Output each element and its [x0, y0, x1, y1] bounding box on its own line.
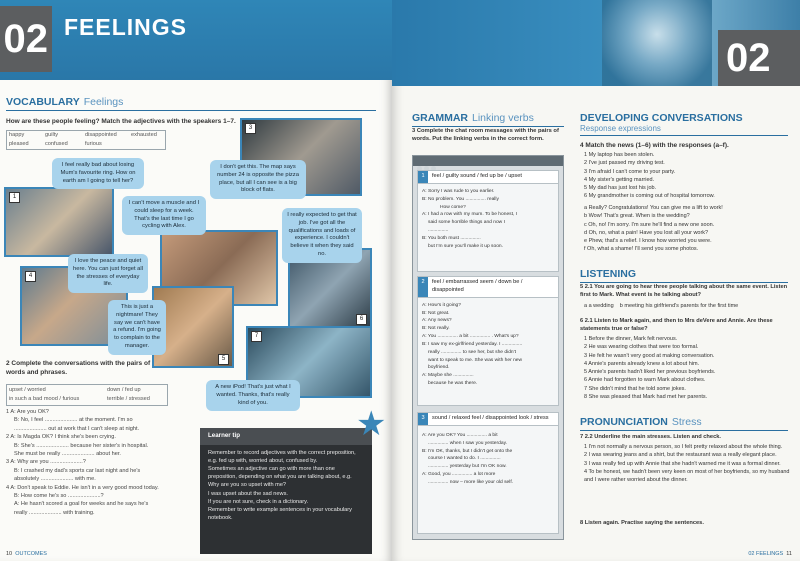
photo-4: 4	[20, 266, 128, 346]
tip-line: Sometimes an adjective can go with more than one preposition, depending on what you are talking about, e.g. Why are you so upset with me?	[208, 466, 352, 489]
statement-item: 6 Annie had forgotten to warn Mark about clothes.	[584, 377, 706, 384]
speech-bubble-7: A new iPod! That's just what I wanted. Thanks, that's really kind of you.	[206, 380, 300, 411]
pronunciation-item: 4 To be honest, we hadn't been very keen on most of her boyfriends, so my husband and I were rather worried about the dinner.	[584, 468, 790, 483]
speech-bubble-2: I can't move a muscle and I could sleep for a week. That's the last time I go cycling with Alex.	[122, 196, 206, 235]
pair-item: terrible / stressed	[107, 396, 150, 402]
pair-item: in such a bad mood / furious	[9, 396, 80, 402]
tip-line: I was upset about the sad news.	[208, 490, 288, 497]
word-item: disappointed	[85, 132, 117, 138]
response-item: d Oh, no, what a pain! Have you lost all your work?	[584, 229, 709, 236]
grammar-heading: GRAMMAR Linking verbs	[412, 112, 564, 127]
unit-number-right: 02	[718, 30, 800, 86]
chat-line: B: You both must ...............	[422, 235, 481, 241]
developing-instruction: 4 Match the news (1–6) with the responses (a–f).	[580, 142, 729, 149]
chat-line: A: Are you OK? You ............... a bit	[422, 432, 498, 438]
chat-line: A: You ............... a bit ............... . What's up?	[422, 334, 519, 340]
word-item: pleased	[9, 141, 29, 147]
exercise-line: B: How come he's so .....................?	[14, 492, 104, 499]
pronunciation-item: 2 I was wearing jeans and a shirt, but the restaurant was a really elegant place.	[584, 452, 777, 459]
speech-bubble-1: I feel really bad about losing Mum's favourite ring. How on earth am I going to tell her?	[52, 158, 144, 189]
chat-box-3: 3 sound / relaxed feel / disappointed look / stress A: Are you OK? You ............... a bit ............... when I saw you yesterday. B: I'm OK, thanks, but I didn't get onto the course I wanted to do. I ............... ............... yesterday but I'm OK now. A: Good, you ............... a lot more ............... now – more like your old self.	[417, 412, 559, 534]
exercise-line: 2 A: Is Magda OK? I think she's been crying.	[6, 434, 116, 441]
statement-item: 5 Annie's parents hadn't liked her previous boyfriends.	[584, 369, 716, 375]
news-item: 1 My laptop has been stolen.	[584, 152, 655, 158]
pronunciation-lines	[584, 443, 792, 484]
chat-line: B: No problem. You ............... really	[422, 196, 499, 202]
chat-box-2: 2 feel / embarrassed seem / down be / disappointed A: How's it going? B: Not great. A: Any news? B: Not really. A: You ............... a bit ............... . What's up? B: I saw my ex-girlfriend yesterday. I ............... really ............... to see her, but she didn't want to speak to me. She was with her new boyfriend. A: Maybe she ............... because he was there.	[417, 276, 559, 406]
grammar-instruction: 3 Complete the chat room messages with the pairs of words. Put the linking verbs in the correct form.	[412, 128, 559, 142]
exercise-line: B: No, I feel ..................... at the moment. I'm so	[14, 417, 133, 424]
news-item: 3 I'm afraid I can't come to your party.	[584, 168, 676, 175]
news-item: 5 My dad has just lost his job.	[584, 185, 657, 191]
speech-bubble-5: This is just a nightmare! They say we can't have a refund. I'm going to complain to the manager.	[108, 300, 166, 355]
chat-line: boyfriend.	[428, 365, 450, 371]
statement-item: 3 He felt he wasn't very good at making conversation.	[584, 352, 715, 359]
vocabulary-heading: VOCABULARY Feelings	[6, 96, 376, 111]
header-photo	[602, 0, 712, 86]
pronunciation-item: 1 I'm not normally a nervous person, so I felt pretty relaxed about the whole thing.	[584, 444, 783, 450]
chat-line: B: Not great.	[422, 310, 450, 316]
news-item: 2 I've just passed my driving test.	[584, 160, 665, 167]
responses-list	[584, 204, 794, 254]
speech-bubble-6: I really expected to get that job. I've got all the qualifications and loads of experience. I couldn't believe it when they said no.	[282, 208, 362, 263]
option-item: a a wedding	[584, 303, 614, 309]
statement-item: 8 She was pleased that Mark had met her parents.	[584, 393, 708, 400]
chat-line: A: Sorry I was rude to you earlier.	[422, 188, 495, 194]
exercise-line: really ..................... with training.	[14, 509, 95, 516]
photo-7: 7	[246, 326, 372, 398]
photo-6: 6	[288, 248, 372, 328]
exercise-2-lines	[6, 408, 196, 517]
pronunciation-q7: 7 2.2 Underline the main stresses. Listen and check.	[580, 434, 721, 440]
exercise-line: 1 A: Are you OK?	[6, 409, 49, 415]
unit-title: FEELINGS	[64, 14, 188, 40]
statements-list	[584, 335, 794, 401]
speech-bubble-3: I don't get this. The map says number 24 is opposite the pizza place, but all I can see is a big block of flats.	[210, 160, 306, 199]
right-page	[392, 0, 800, 561]
unit-number: 02	[0, 6, 52, 72]
chat-line: really ............... to see her, but she didn't	[428, 349, 516, 355]
pairs-box	[6, 384, 168, 406]
photo-1: 1	[4, 187, 114, 257]
response-item: a Really? Congratulations! You can give me a lift to work!	[584, 205, 723, 211]
chat-line: but I'm sure you'll make it up soon.	[428, 243, 503, 249]
pair-item: down / fed up	[107, 387, 141, 393]
exercise-line: 4 A: Don't speak to Eddie. He isn't in a very good mood today.	[6, 484, 159, 491]
word-item: confused	[45, 141, 68, 147]
speech-bubble-4: I love the peace and quiet here. You can just forget all the stresses of everyday life.	[68, 254, 148, 293]
chat-line: ............... yesterday but I'm OK now.	[428, 464, 507, 470]
exercise-line: absolutely ..................... with me.	[14, 476, 96, 483]
right-footer: 02 FEELINGS 11	[748, 551, 792, 557]
chat-line: because he was there.	[428, 381, 478, 387]
chat-line: A: Good, you ............... a lot more	[422, 472, 496, 478]
unit-header	[0, 0, 392, 80]
chat-line: course I wanted to do. I ...............	[428, 456, 501, 462]
learner-tip	[200, 428, 372, 554]
chat-line: said some horrible things and now I	[428, 220, 505, 226]
chat-window	[412, 155, 564, 540]
pronunciation-heading: PRONUNCIATION Stress	[580, 416, 788, 431]
word-item: happy	[9, 132, 25, 138]
pair-item: upset / worried	[9, 387, 46, 393]
chat-line: ...............	[428, 228, 449, 234]
pronunciation-item: 3 I was really fed up with Annie that she hadn't warned me it was a formal dinner.	[584, 460, 781, 467]
word-item: guilty	[45, 132, 59, 138]
learner-tip-title: Learner tip	[200, 428, 372, 445]
word-box	[6, 130, 166, 150]
q5-options	[584, 302, 794, 310]
vocabulary-instruction: How are these people feeling? Match the adjectives with the speakers 1–7.	[6, 118, 236, 125]
exercise-line: B: I crashed my dad's sports car last night and he's	[14, 467, 141, 474]
chat-line: A: Any news?	[422, 318, 452, 324]
tip-line: Remember to write example sentences in your vocabulary notebook.	[208, 506, 352, 521]
word-item: furious	[85, 141, 102, 147]
chat-box-1: 1 feel / guilty sound / fed up be / upset A: Sorry I was rude to you earlier. B: No problem. You ............... really How come? A: I had a row with my mum. To be honest, I said some horrible things and now I ............... B: You both must ............... but I'm sure you'll make it up soon.	[417, 170, 559, 272]
word-item: exhausted	[131, 132, 157, 138]
chat-line: How come?	[440, 204, 466, 210]
news-list	[584, 151, 794, 201]
news-item: 4 My sister's getting married.	[584, 176, 655, 183]
exercise-line: She must be really ..................... about her.	[14, 450, 121, 457]
exercise-line: ..................... out at work that I can't sleep at night.	[14, 425, 140, 432]
chat-line: A: Maybe she ...............	[422, 373, 474, 379]
chat-line: A: I had a row with my mum. To be honest, I	[422, 212, 518, 218]
statement-item: 2 He was wearing clothes that were too formal.	[584, 344, 699, 351]
chat-line: want to speak to me. She was with her new	[428, 357, 523, 363]
chat-line: B: Not really.	[422, 326, 450, 332]
statement-item: 4 Annie's parents already knew a lot about him.	[584, 360, 700, 367]
response-item: c Oh, no! I'm sorry. I'm sure he'll find a new one soon.	[584, 221, 715, 228]
chat-line: B: I'm OK, thanks, but I didn't get onto the	[422, 448, 513, 454]
exercise-line: A: He hasn't scored a goal for weeks and he says he's	[14, 501, 149, 508]
exercise-line: 3 A: Why are you .....................?	[6, 459, 86, 466]
right-header	[392, 0, 800, 86]
option-item: b meeting his girlfriend's parents for the first time	[619, 303, 739, 309]
photo-5: 5	[152, 286, 234, 368]
response-item: b Wow! That's great. When is the wedding?	[584, 213, 690, 220]
chat-line: ............... when I saw you yesterday.	[428, 440, 508, 446]
statement-item: 1 Before the dinner, Mark felt nervous.	[584, 336, 678, 342]
developing-heading: DEVELOPING CONVERSATIONS Response expressions	[580, 112, 788, 136]
exercise-line: B: She's ..................... because her sister's in hospital.	[14, 442, 149, 449]
star-icon: ★	[356, 405, 387, 443]
chat-line: A: How's it going?	[422, 302, 461, 308]
statement-item: 7 She didn't mind that he told some jokes.	[584, 385, 686, 392]
left-footer: 10 OUTCOMES	[6, 551, 47, 557]
listening-q5: 5 2.1 You are going to hear three people talking about the same event. Listen first to Mark. What event is he talking about?	[580, 284, 788, 298]
response-item: f Oh, what a shame! I'll send you some photos.	[584, 246, 699, 253]
listening-heading: LISTENING	[580, 268, 788, 283]
chat-line: ............... now – more like your old self.	[428, 479, 514, 485]
tip-line: If you are not sure, check in a dictionary.	[208, 498, 309, 505]
news-item: 6 My grandmother is coming out of hospital tomorrow.	[584, 193, 715, 200]
pronunciation-q8: 8 Listen again. Practise saying the sentences.	[580, 520, 704, 526]
left-page	[0, 0, 392, 561]
tip-line: Remember to record adjectives with the correct preposition, e.g. fed up with, worried about, confused by.	[208, 449, 356, 465]
response-item: e Phew, that's a relief. I know how worried you were.	[584, 238, 712, 244]
listening-q6: 6 2.1 Listen to Mark again, and then to Mrs deVere and Annie. Are these statements true or false?	[580, 318, 773, 332]
exercise-2-instruction: 2 Complete the conversations with the pairs of words and phrases.	[6, 360, 151, 376]
chat-line: B: I saw my ex-girlfriend yesterday. I ...............	[422, 341, 523, 347]
photo-3: 3	[240, 118, 362, 196]
